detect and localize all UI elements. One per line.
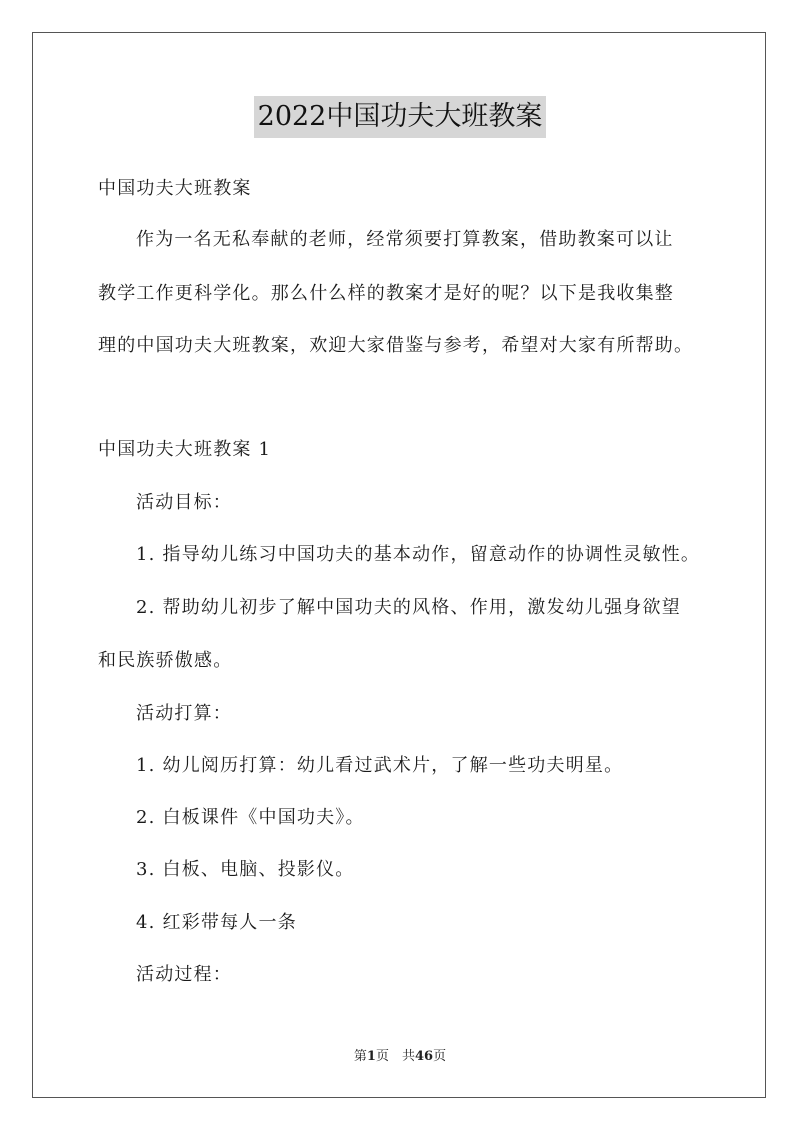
intro-line: 作为一名无私奉献的老师，经常须要打算教案，借助教案可以让	[136, 229, 674, 250]
subheading: 活动过程：	[136, 964, 232, 985]
page-footer	[0, 1045, 800, 1064]
intro-line: 教学工作更科学化。那么什么样的教案才是好的呢？以下是我收集整	[98, 283, 674, 304]
subheading: 活动打算：	[136, 703, 232, 724]
list-item: 4. 红彩带每人一条	[136, 912, 297, 933]
title-container	[0, 96, 800, 138]
footer-page-mid: 页 共	[375, 1049, 415, 1064]
intro-line: 理的中国功夫大班教案，欢迎大家借鉴与参考，希望对大家有所帮助。	[98, 335, 694, 356]
footer-page-number: 1	[366, 1049, 376, 1064]
list-item: 2. 白板课件《中国功夫》。	[136, 807, 365, 828]
list-item-continued: 和民族骄傲感。	[98, 650, 233, 671]
footer-page-suffix: 页	[433, 1049, 447, 1064]
subheading: 活动目标：	[136, 492, 232, 513]
list-item: 1. 幼儿阅历打算：幼儿看过武术片，了解一些功夫明星。	[136, 755, 624, 776]
section-heading: 中国功夫大班教案 1	[98, 439, 272, 460]
footer-page-total: 46	[414, 1049, 434, 1064]
section-heading: 中国功夫大班教案	[98, 178, 252, 199]
list-item: 2. 帮助幼儿初步了解中国功夫的风格、作用，激发幼儿强身欲望	[136, 597, 681, 618]
list-item: 3. 白板、电脑、投影仪。	[136, 859, 355, 880]
document-title: 2022中国功夫大班教案	[254, 96, 547, 138]
footer-page-prefix: 第	[353, 1049, 367, 1064]
list-item: 1. 指导幼儿练习中国功夫的基本动作，留意动作的协调性灵敏性。	[136, 544, 701, 565]
